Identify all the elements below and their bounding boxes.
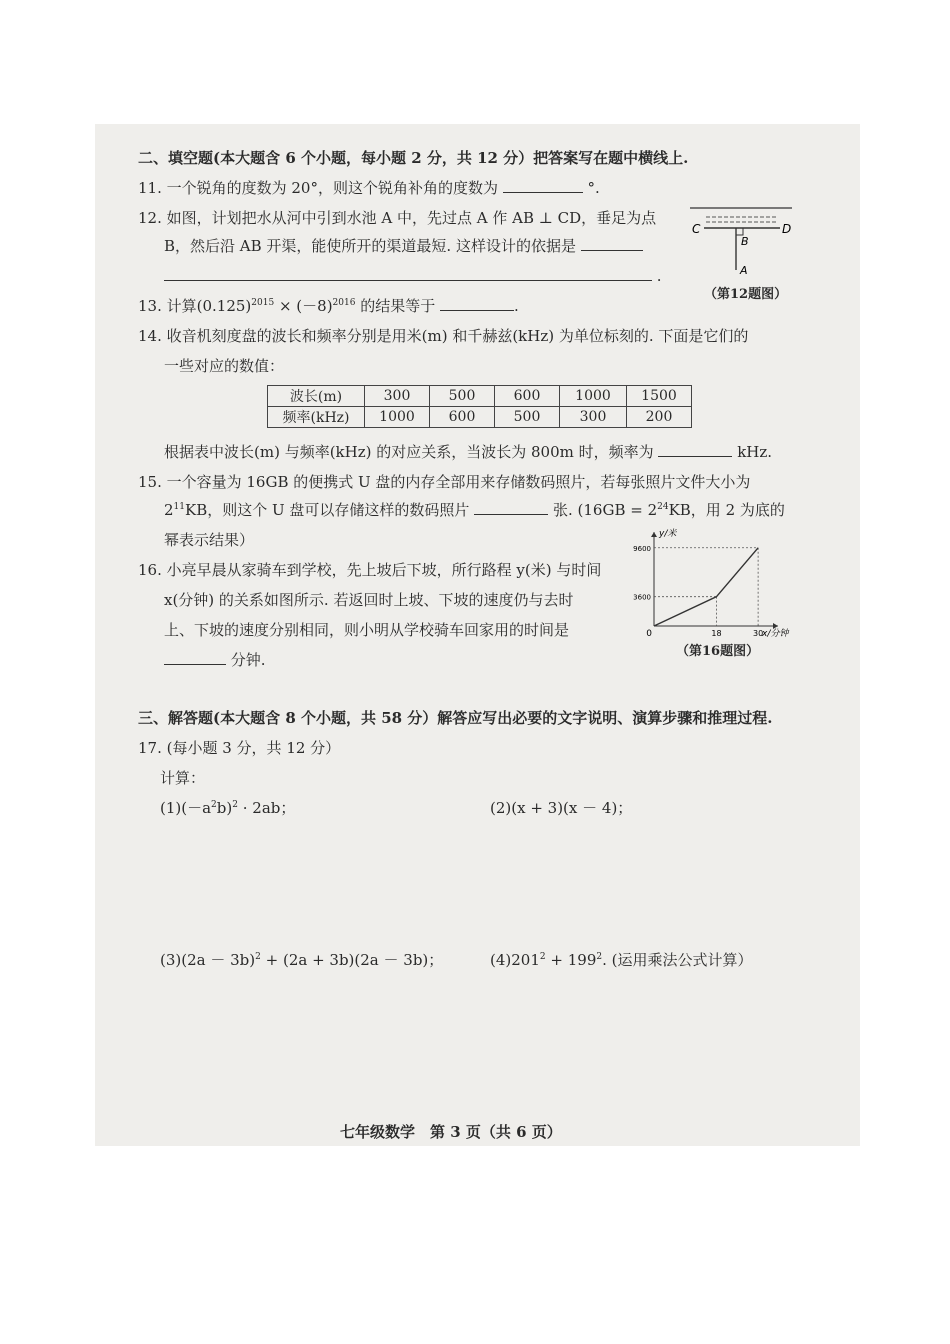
q16-distance-time-chart bbox=[628, 526, 794, 638]
q17-p4-exp-2: 2 bbox=[596, 952, 603, 962]
section-2-heading: 二、填空题(本大题含 6 个小题，每小题 2 分，共 12 分）把答案写在题中横线上. bbox=[138, 149, 689, 167]
q12-line-1: 12. 如图，计划把水从河中引到水池 A 中，先过点 A 作 AB ⊥ CD，垂足为点 bbox=[138, 209, 657, 227]
q14-line-1: 14. 收音机刻度盘的波长和频率分别是用米(m) 和千赫兹(kHz) 为单位标刻的. 下面是它们的 bbox=[138, 327, 749, 345]
x-axis-label: x/分钟 bbox=[762, 629, 789, 638]
q16-line-1: 16. 小亮早晨从家骑车到学校，先上坡后下坡，所行路程 y(米) 与时间 bbox=[138, 561, 602, 579]
q17-p4-a: (4)201 bbox=[490, 951, 540, 969]
q15-line-1: 15. 一个容量为 16GB 的便携式 U 盘的内存全部用来存储数码照片，若每张照片文件大小为 bbox=[138, 473, 751, 491]
table-cell: 300 bbox=[365, 386, 430, 407]
q17-intro: 计算： bbox=[160, 769, 206, 787]
q14-line-3-text: 根据表中波长(m) 与频率(kHz) 的对应关系，当波长为 800m 时，频率为 bbox=[164, 443, 654, 461]
question-15-line-2 bbox=[164, 500, 785, 520]
q12-answer-blank[interactable] bbox=[581, 236, 643, 251]
q17-title: 17. (每小题 3 分，共 12 分） bbox=[138, 739, 341, 757]
y-tick-label: 9600 bbox=[633, 544, 651, 553]
q17-p1-exp-1: 2 bbox=[211, 800, 217, 810]
right-angle-mark bbox=[736, 228, 743, 235]
label-c: C bbox=[692, 222, 701, 236]
q17-part-3 bbox=[160, 950, 443, 970]
q13-end: . bbox=[514, 297, 519, 315]
q17-p1-b: b) bbox=[216, 799, 233, 817]
x-tick-label: 30 bbox=[753, 629, 764, 638]
q11-text: 11. 一个锐角的度数为 20°，则这个锐角补角的度数为 bbox=[138, 179, 498, 197]
q11-answer-blank[interactable] bbox=[503, 178, 583, 193]
y-axis-label: y/米 bbox=[659, 529, 677, 539]
table-cell: 600 bbox=[430, 407, 495, 428]
q17-part-4 bbox=[490, 950, 753, 970]
q14-line-2: 一些对应的数值： bbox=[164, 357, 285, 375]
q16-answer-blank[interactable] bbox=[164, 650, 226, 665]
y-tick-label: 3600 bbox=[633, 593, 651, 602]
section-3-heading: 三、解答题(本大题含 8 个小题，共 58 分）解答应写出必要的文字说明、演算步骤和推理过程. bbox=[138, 709, 773, 727]
q16-line-2: x(分钟) 的关系如图所示. 若返回时上坡、下坡的速度仍与去时 bbox=[164, 591, 574, 609]
table-cell: 600 bbox=[495, 386, 560, 407]
q15-answer-blank[interactable] bbox=[474, 500, 548, 515]
q14-unit: kHz. bbox=[737, 443, 773, 461]
wavelength-frequency-table bbox=[267, 385, 692, 428]
question-12-line-2 bbox=[164, 236, 643, 256]
q12-answer-blank-2[interactable] bbox=[164, 266, 652, 281]
table-row bbox=[268, 407, 692, 428]
q15-exponent: 11 bbox=[173, 502, 185, 512]
x-tick-label: 18 bbox=[711, 629, 722, 638]
question-16-line-4 bbox=[164, 650, 266, 670]
q17-p4-c: . (运用乘法公式计算） bbox=[602, 951, 753, 969]
q15-text-c: 张. (16GB = 2 bbox=[552, 501, 658, 519]
question-14-line-3 bbox=[164, 442, 772, 462]
q17-p3-exp: 2 bbox=[255, 952, 261, 962]
y-axis-arrow bbox=[651, 532, 657, 537]
table-cell: 500 bbox=[495, 407, 560, 428]
table-cell: 300 bbox=[560, 407, 627, 428]
q17-p1-c: · 2ab； bbox=[237, 799, 296, 817]
q17-p4-exp-1: 2 bbox=[539, 952, 546, 962]
q17-p4-b: + 199 bbox=[545, 951, 597, 969]
q15-exponent-2: 24 bbox=[657, 502, 669, 512]
table-cell: 1000 bbox=[365, 407, 430, 428]
q13-answer-blank[interactable] bbox=[440, 296, 514, 311]
q13-text-a: 13. 计算(0.125) bbox=[138, 297, 252, 315]
q17-part-2: (2)(x + 3)(x － 4)； bbox=[490, 799, 633, 817]
q17-p1-exp-2: 2 bbox=[232, 800, 238, 810]
question-11 bbox=[138, 178, 600, 198]
q17-p1-a: (1)(－a bbox=[160, 799, 212, 817]
series-line bbox=[654, 548, 758, 626]
q17-part-1 bbox=[160, 798, 295, 818]
q13-exponent-1: 2015 bbox=[251, 298, 275, 308]
table-cell: 200 bbox=[627, 407, 692, 428]
table-row bbox=[268, 386, 692, 407]
table-cell: 1500 bbox=[627, 386, 692, 407]
q13-exponent-2: 2016 bbox=[332, 298, 356, 308]
label-b: B bbox=[741, 235, 749, 248]
q12-end: . bbox=[656, 267, 662, 285]
page-footer: 七年级数学 第 3 页（共 6 页） bbox=[340, 1123, 562, 1141]
table-cell: 500 bbox=[430, 386, 495, 407]
question-13 bbox=[138, 296, 519, 316]
origin-label: 0 bbox=[646, 629, 652, 638]
q15-text-b: KB，则这个 U 盘可以存储这样的数码照片 bbox=[185, 501, 470, 519]
question-12-line-3 bbox=[164, 266, 662, 286]
q16-line-3: 上、下坡的速度分别相同，则小明从学校骑车回家用的时间是 bbox=[164, 621, 570, 639]
q12-line-2-text: B，然后沿 AB 开渠，能使所开的渠道最短. 这样设计的依据是 bbox=[164, 237, 576, 255]
q15-line-3: 幂表示结果） bbox=[164, 531, 255, 549]
q16-unit: 分钟. bbox=[230, 651, 266, 669]
q17-p3-b: + (2a + 3b)(2a － 3b)； bbox=[260, 951, 444, 969]
table-cell: 频率(kHz) bbox=[268, 407, 365, 428]
label-a: A bbox=[740, 264, 748, 277]
q16-figure-caption: （第16题图） bbox=[676, 644, 760, 659]
q12-figure-caption: （第12题图） bbox=[704, 287, 788, 302]
table-cell: 1000 bbox=[560, 386, 627, 407]
q11-suffix: °. bbox=[587, 179, 600, 197]
table-cell: 波长(m) bbox=[268, 386, 365, 407]
q14-answer-blank[interactable] bbox=[658, 442, 732, 457]
q15-text-d: KB，用 2 为底的 bbox=[668, 501, 785, 519]
label-d: D bbox=[782, 222, 792, 236]
q13-text-c: 的结果等于 bbox=[355, 297, 436, 315]
q12-figure bbox=[684, 204, 804, 282]
q15-base: 2 bbox=[164, 501, 174, 519]
q13-text-b: × (－8) bbox=[274, 297, 333, 315]
q17-p3-a: (3)(2a － 3b) bbox=[160, 951, 256, 969]
